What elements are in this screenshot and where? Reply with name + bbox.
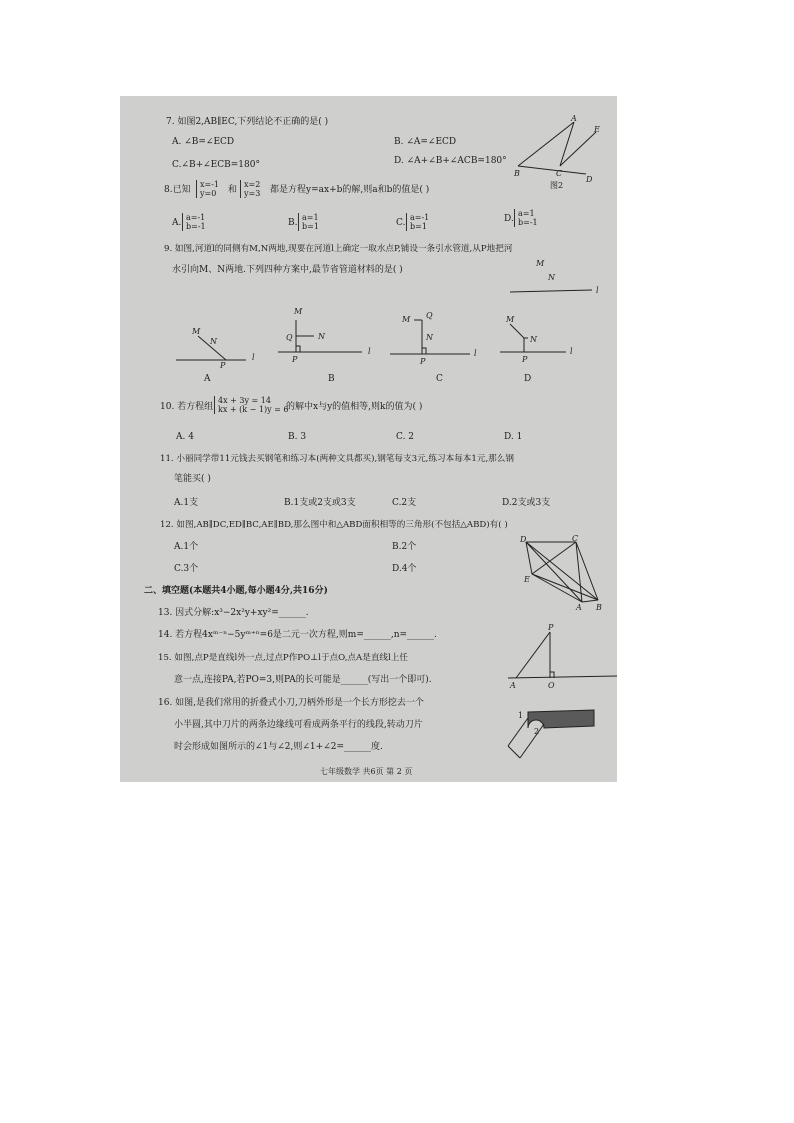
q7-option-c: C.∠B+∠ECB=180°	[172, 160, 260, 170]
q12-option-d: D.4个	[392, 564, 417, 574]
q15-label-a: A	[510, 681, 516, 690]
q9-point-n: N	[548, 273, 555, 282]
q15-label-p: P	[548, 623, 554, 632]
q9-c-p: P	[420, 357, 426, 366]
q10-system: 4x + 3y = 14 kx + (k − 1)y = 6	[214, 396, 289, 414]
q9-d-m: M	[506, 315, 515, 324]
q12-figure	[518, 536, 608, 616]
q9-c-q: Q	[426, 311, 433, 320]
q12-option-a: A.1个	[174, 542, 199, 552]
fill-in-section-heading: 二、填空题(本题共4小题,每小题4分,共16分)	[144, 586, 328, 596]
q9-option-a-label: A	[204, 374, 211, 384]
q12-label-b: B	[596, 603, 602, 612]
q9-option-d-figure	[500, 314, 590, 370]
q11-option-c: C.2支	[392, 498, 417, 508]
q9-d-p: P	[522, 355, 528, 364]
q9-option-b-label: B	[328, 374, 335, 384]
q9-river-label: l	[596, 286, 599, 295]
q7-label-a: A	[571, 114, 577, 123]
q9-option-c-label: C	[436, 374, 443, 384]
q9-b-q: Q	[286, 333, 293, 342]
q7-figure	[514, 112, 604, 192]
q12-label-e: E	[524, 575, 530, 584]
q8-suffix: 都是方程y=ax+b的解,则a和b的值是( )	[270, 185, 430, 195]
q9-option-c-figure	[390, 310, 490, 370]
q8-system-1: x=-1 y=0	[196, 180, 219, 198]
q8-option-c: a=-1 b=1	[406, 213, 429, 231]
q12-option-b: B.2个	[392, 542, 417, 552]
q9-b-n: N	[318, 332, 325, 341]
q9-option-a-figure	[174, 306, 264, 370]
exam-page	[120, 96, 617, 782]
q8-option-d-label: D.	[504, 214, 514, 224]
q11-option-d: D.2支或3支	[502, 498, 551, 508]
q11-option-a: A.1支	[174, 498, 199, 508]
q8-and: 和	[228, 185, 238, 195]
q8-option-b-label: B.	[288, 218, 298, 228]
q9-a-n: N	[210, 337, 217, 346]
q8-prefix: 8.已知	[164, 185, 191, 195]
q9-c-m: M	[402, 315, 411, 324]
q12-option-c: C.3个	[174, 564, 199, 574]
q9-option-d-label: D	[524, 374, 532, 384]
q15-line1: 15. 如图,点P是直线l外一点,过点P作PO⊥l于点O,点A是直线l上任	[158, 653, 408, 663]
q14: 14. 若方程4xᵐ⁻ⁿ−5yᵐ⁺ⁿ=6是二元一次方程,则m=______,n=______.	[158, 630, 437, 640]
q16-line2: 小半圆,其中刀片的两条边缘线可看成两条平行的线段,转动刀片	[174, 720, 423, 730]
q10-option-a: A. 4	[176, 432, 194, 442]
q10-prefix: 10. 若方程组	[160, 402, 214, 412]
q12-label-a: A	[576, 603, 582, 612]
q7-label-c: C	[556, 169, 563, 178]
q13: 13. 因式分解:x³−2x²y+xy²=______.	[158, 608, 309, 618]
page-footer: 七年级数学 共6页 第 2 页	[320, 767, 413, 776]
q10-option-b: B. 3	[288, 432, 307, 442]
q9-c-n: N	[426, 333, 433, 342]
q9-line1: 9. 如图,河道l的同侧有M,N两地,现要在河道l上确定一取水点P,铺设一条引水管道,从P地把河	[164, 244, 513, 254]
q12-label-c: C	[572, 534, 579, 543]
q9-a-p: P	[220, 361, 226, 370]
q8-option-a: a=-1 b=-1	[182, 213, 206, 231]
q11-option-b: B.1支或2支或3支	[284, 498, 356, 508]
q7-figure-caption: 图2	[550, 181, 564, 190]
q15-figure	[504, 624, 617, 694]
q16-knife-figure	[504, 702, 604, 762]
q16-line3: 时会形成如图所示的∠1与∠2,则∠1+∠2=______度.	[174, 742, 383, 752]
q9-river-figure	[508, 256, 608, 296]
q10-suffix: 的解中x与y的值相等,则k的值为( )	[286, 402, 423, 412]
q7-stem: 7. 如图2,AB∥EC,下列结论不正确的是( )	[166, 117, 329, 127]
q9-option-b-figure	[278, 306, 378, 366]
q12-stem: 12. 如图,AB∥DC,ED∥BC,AE∥BD,那么图中和△ABD面积相等的三角形(不包括△ABD)有( )	[160, 520, 508, 530]
q7-option-b: B. ∠A=∠ECD	[394, 137, 457, 147]
q15-label-o: O	[548, 681, 555, 690]
q9-c-l: l	[474, 349, 477, 358]
q8-option-a-label: A.	[172, 218, 182, 228]
q10-option-d: D. 1	[504, 432, 523, 442]
q12-label-d: D	[520, 535, 527, 544]
q9-point-m: M	[536, 259, 545, 268]
q7-label-d: D	[586, 175, 593, 184]
q9-b-l: l	[368, 347, 371, 356]
q8-option-d: a=1 b=-1	[514, 209, 538, 227]
q9-a-l: l	[252, 353, 255, 362]
q8-system-2: x=2 y=3	[240, 180, 260, 198]
q11-line1: 11. 小丽同学带11元钱去买钢笔和练习本(两种文具都买),钢笔每支3元,练习本每本1元,那么钢	[160, 454, 514, 464]
q8-option-c-label: C.	[396, 218, 406, 228]
q7-label-b: B	[514, 169, 520, 178]
q16-angle-1: 1	[518, 711, 524, 720]
q9-d-l: l	[570, 347, 573, 356]
q8-option-b: a=1 b=1	[298, 213, 319, 231]
q11-line2: 笔能买( )	[174, 474, 211, 484]
q9-a-m: M	[192, 327, 201, 336]
q9-d-n: N	[530, 335, 537, 344]
q9-line2: 水引向M、N两地.下列四种方案中,最节省管道材料的是( )	[172, 265, 403, 275]
q7-option-a: A. ∠B=∠ECD	[172, 137, 235, 147]
q10-option-c: C. 2	[396, 432, 415, 442]
q9-b-p: P	[292, 355, 298, 364]
q7-label-e: E	[594, 125, 600, 134]
q7-option-d: D. ∠A+∠B+∠ACB=180°	[394, 156, 507, 166]
q15-line2: 意一点,连接PA,若PO=3,则PA的长可能是______(写出一个即可).	[174, 675, 432, 685]
q9-b-m: M	[294, 307, 303, 316]
q16-line1: 16. 如图,是我们常用的折叠式小刀,刀柄外形是一个长方形挖去一个	[158, 698, 424, 708]
q16-angle-2: 2	[534, 727, 540, 736]
